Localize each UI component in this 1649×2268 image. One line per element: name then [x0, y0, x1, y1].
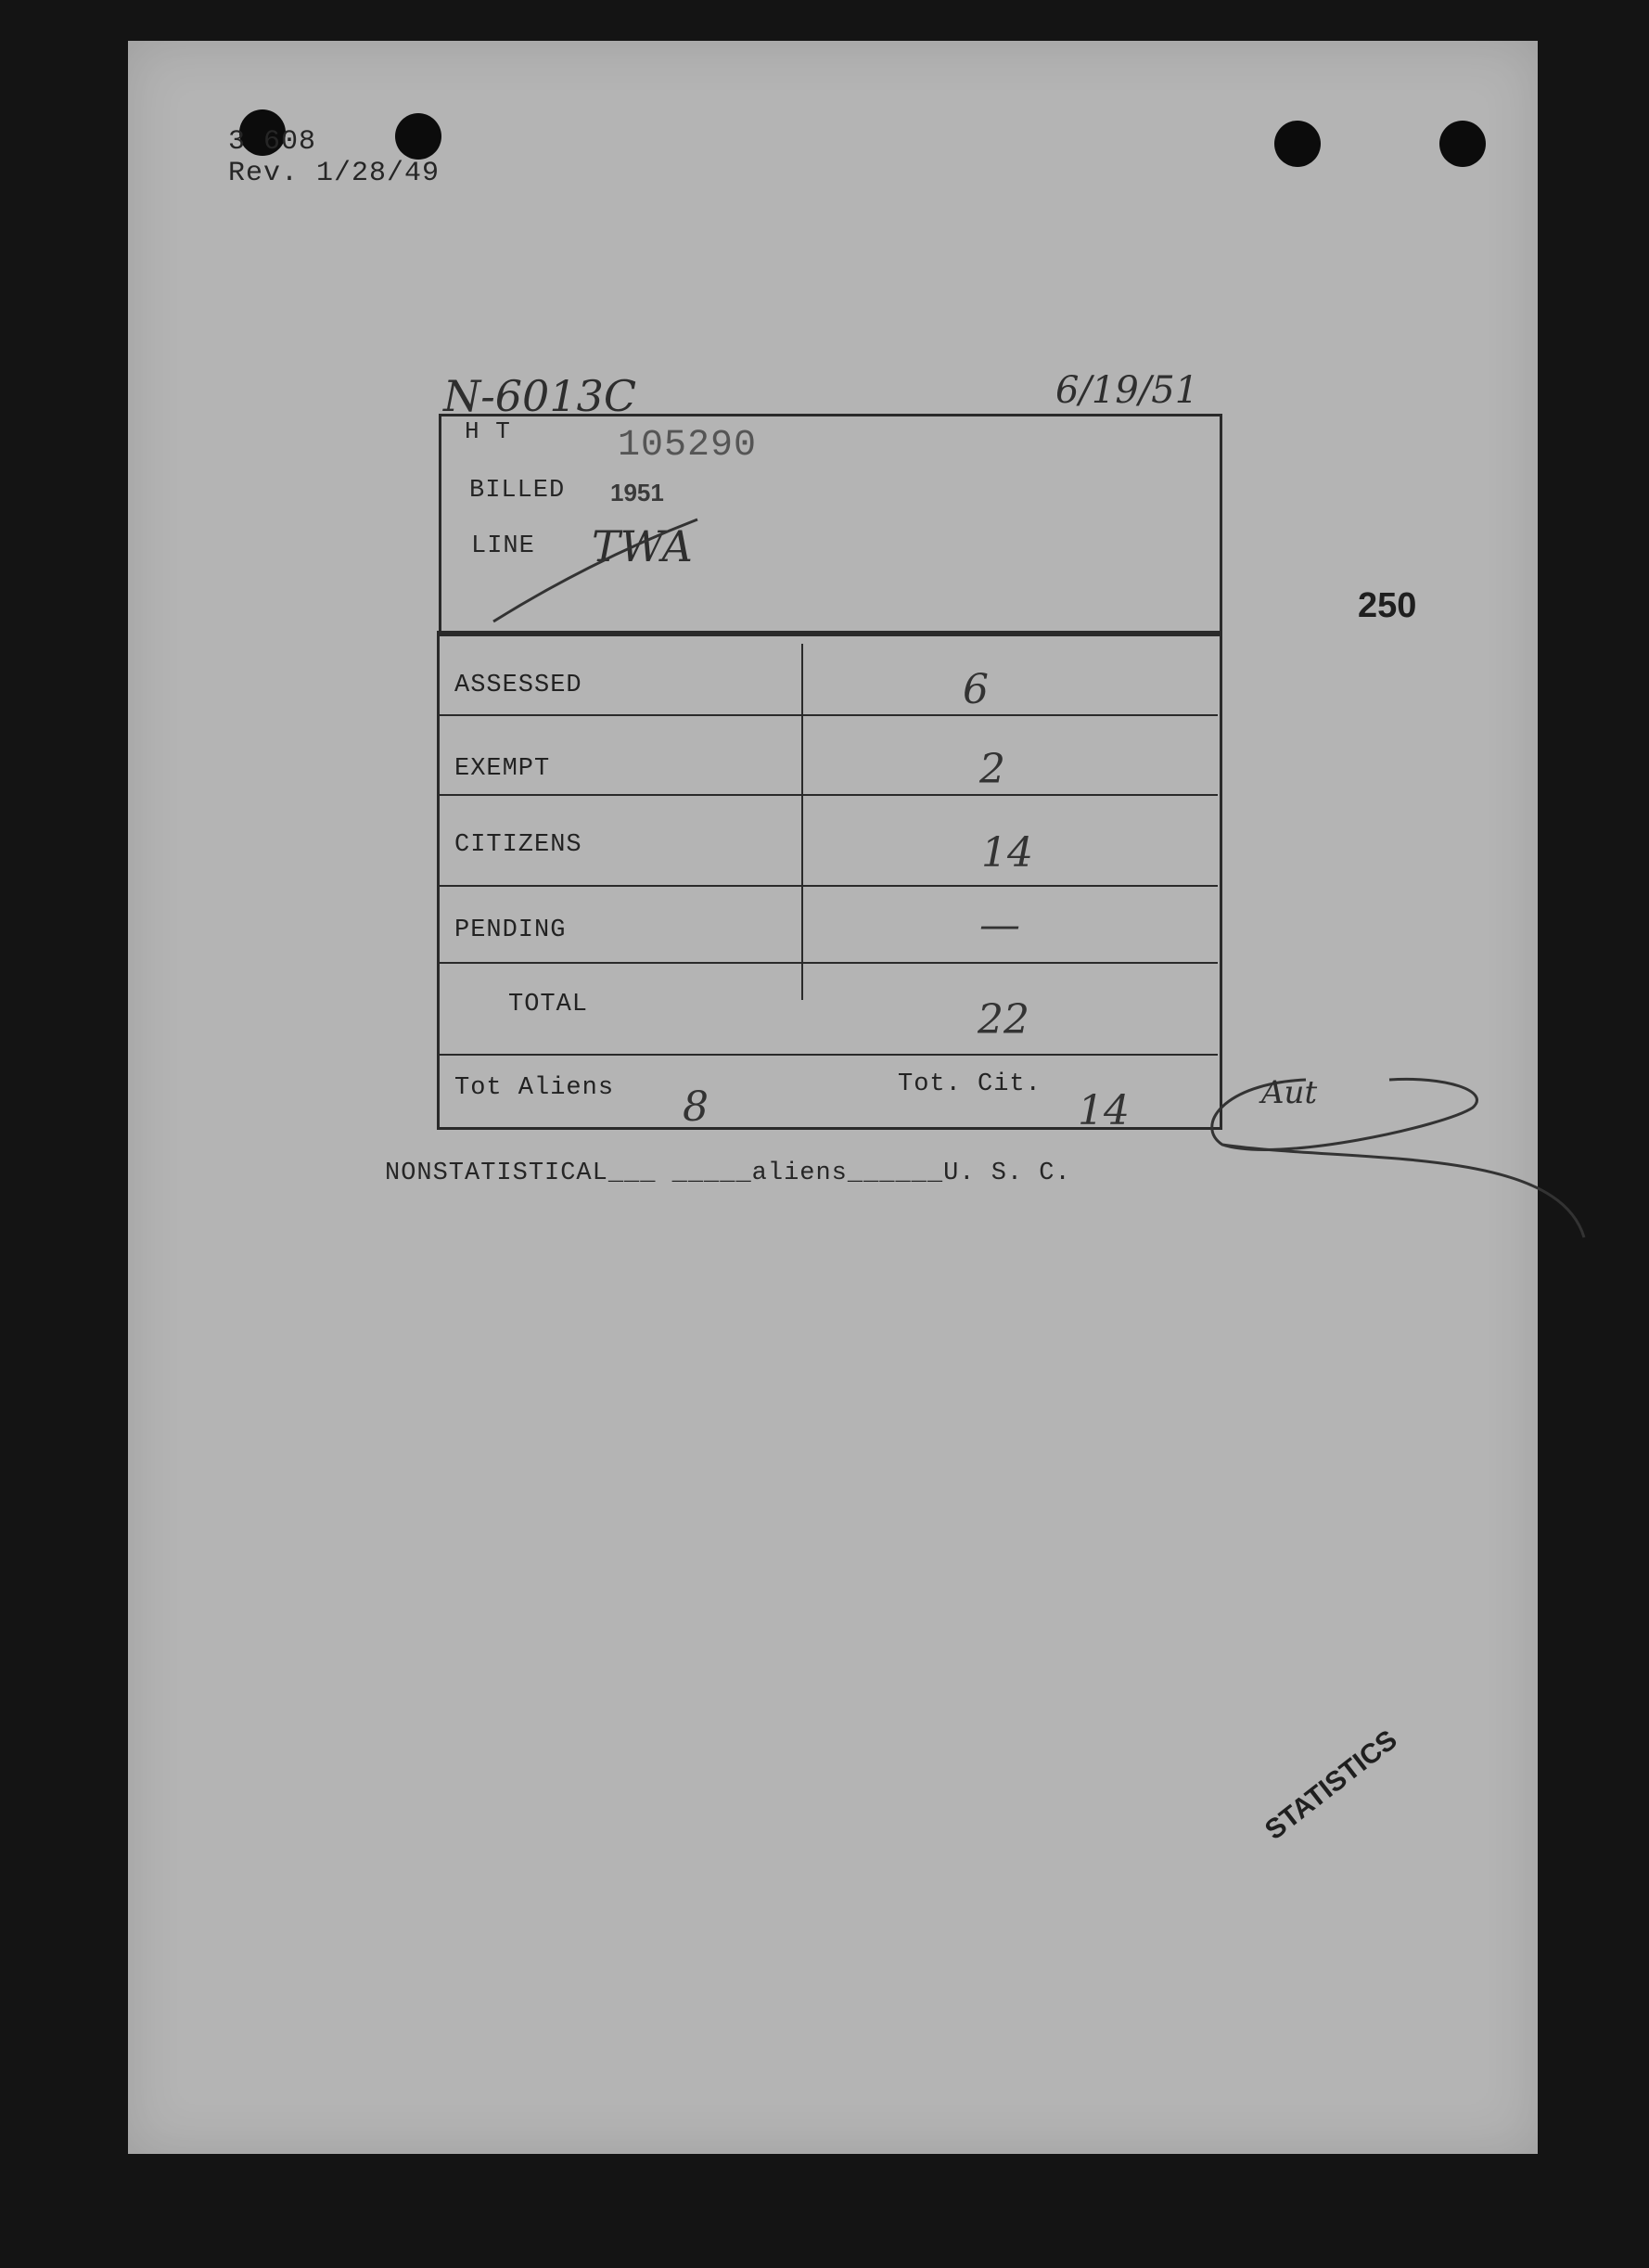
ht-label: H T [465, 417, 511, 445]
form-revision: Rev. 1/28/49 [228, 158, 441, 189]
row-divider [439, 714, 1218, 716]
tot-aliens-value: 8 [683, 1083, 709, 1131]
row-value-pending: — [979, 902, 1020, 949]
strike-line [490, 514, 703, 625]
form-number: 3 608 [228, 126, 317, 158]
row-label-exempt: EXEMPT [454, 755, 551, 783]
row-value-total: 22 [978, 996, 1029, 1044]
row-divider [439, 794, 1218, 796]
table-column-divider [801, 644, 803, 1000]
handwritten-date: 6/19/51 [1055, 369, 1199, 412]
page-number: 250 [1358, 586, 1417, 625]
tot-cit-value: 14 [1078, 1087, 1130, 1134]
initials-oval [1167, 1070, 1612, 1247]
ht-number: 105290 [618, 425, 758, 467]
row-value-citizens: 14 [981, 829, 1033, 877]
row-divider [439, 885, 1218, 887]
row-label-total: TOTAL [508, 991, 589, 1019]
tot-cit-label: Tot. Cit. [898, 1070, 1042, 1098]
line-label: LINE [471, 532, 535, 560]
punch-hole [1439, 121, 1486, 167]
handwritten-file-number: N-6013C [443, 371, 637, 421]
document-sheet [128, 41, 1538, 2154]
row-divider [439, 962, 1218, 964]
row-label-citizens: CITIZENS [454, 831, 582, 859]
punch-hole [1274, 121, 1321, 167]
handwritten-initials: Aut [1261, 1074, 1318, 1111]
row-value-assessed: 6 [963, 666, 989, 713]
tot-aliens-label: Tot Aliens [454, 1074, 615, 1102]
billed-label: BILLED [469, 477, 566, 505]
row-label-assessed: ASSESSED [454, 672, 582, 699]
line-value: TWA [592, 521, 693, 571]
row-value-exempt: 2 [979, 746, 1005, 793]
row-label-pending: PENDING [454, 916, 567, 944]
nonstatistical-line: NONSTATISTICAL___ _____aliens______U. S. C. [385, 1160, 1071, 1187]
statistics-stamp: STATISTICS [1259, 1723, 1403, 1847]
billed-date-stamp: 1951 [610, 479, 664, 506]
row-divider [439, 1054, 1218, 1056]
punch-hole [395, 113, 441, 160]
